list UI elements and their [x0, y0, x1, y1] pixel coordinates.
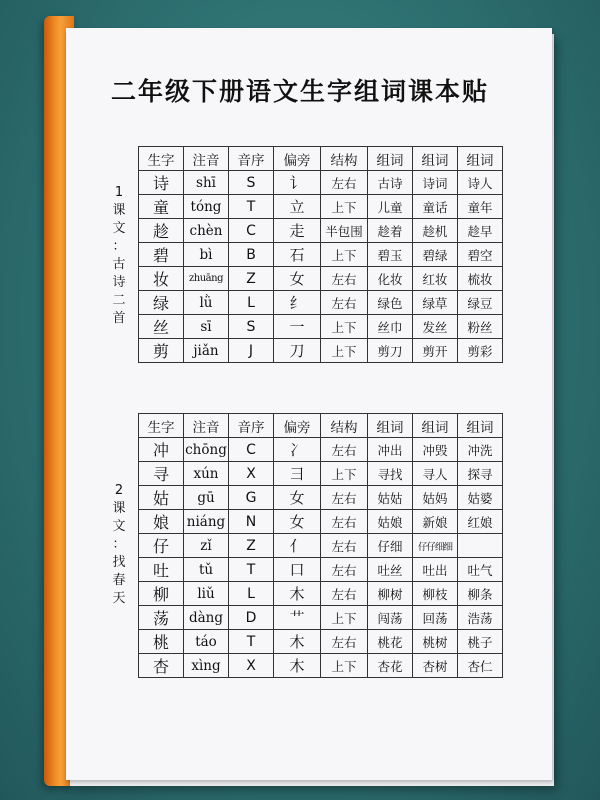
- cell-pinyin: bì: [184, 243, 229, 267]
- cell-word-3: 粉丝: [458, 315, 503, 339]
- cell-initial: D: [229, 606, 274, 630]
- cell-word-1: 姑娘: [368, 510, 413, 534]
- cell-word-3: 梳妆: [458, 267, 503, 291]
- cell-char: 绿: [139, 291, 184, 315]
- cell-initial: L: [229, 582, 274, 606]
- cell-word-3: [458, 534, 503, 558]
- header-char: 生字: [139, 147, 184, 171]
- cell-pinyin: jiǎn: [184, 339, 229, 363]
- cell-structure: 上下: [321, 315, 368, 339]
- cell-char: 诗: [139, 171, 184, 195]
- header-char: 生字: [139, 414, 184, 438]
- cell-radical: 女: [274, 486, 321, 510]
- cell-word-3: 冲洗: [458, 438, 503, 462]
- lesson-2-table: [138, 413, 503, 678]
- cell-pinyin: chèn: [184, 219, 229, 243]
- cell-radical: 刀: [274, 339, 321, 363]
- cell-structure: 左右: [321, 630, 368, 654]
- header-radical: 偏旁: [274, 414, 321, 438]
- cell-word-1: 杏花: [368, 654, 413, 678]
- cell-initial: T: [229, 195, 274, 219]
- lesson-label-char: 首: [112, 311, 126, 326]
- cell-initial: G: [229, 486, 274, 510]
- cell-pinyin: dàng: [184, 606, 229, 630]
- cell-radical: 艹: [274, 606, 321, 630]
- cell-word-1: 寻找: [368, 462, 413, 486]
- lesson-label-char: 2: [114, 483, 124, 498]
- cell-char: 碧: [139, 243, 184, 267]
- table-row: [139, 534, 503, 558]
- lesson-label-char: 诗: [112, 275, 126, 290]
- lesson-label-char: 课: [112, 203, 126, 218]
- table-row: [139, 219, 503, 243]
- cell-word-1: 柳树: [368, 582, 413, 606]
- lesson-label-char: ：: [112, 537, 126, 552]
- cell-char: 剪: [139, 339, 184, 363]
- cell-radical: 彐: [274, 462, 321, 486]
- cell-pinyin: táo: [184, 630, 229, 654]
- cell-radical: 走: [274, 219, 321, 243]
- cell-char: 寻: [139, 462, 184, 486]
- cell-char: 杏: [139, 654, 184, 678]
- cell-pinyin: tǔ: [184, 558, 229, 582]
- cell-word-2: 吐出: [413, 558, 458, 582]
- cell-initial: T: [229, 630, 274, 654]
- cell-char: 吐: [139, 558, 184, 582]
- cell-radical: 石: [274, 243, 321, 267]
- header-word-1: 组词: [368, 147, 413, 171]
- cell-word-3: 碧空: [458, 243, 503, 267]
- lesson-label-char: 找: [112, 555, 126, 570]
- cell-pinyin: chōng: [184, 438, 229, 462]
- lesson-label-char: 春: [112, 573, 126, 588]
- cell-word-3: 诗人: [458, 171, 503, 195]
- cell-radical: 口: [274, 558, 321, 582]
- cell-initial: X: [229, 462, 274, 486]
- cell-word-2: 发丝: [413, 315, 458, 339]
- cell-char: 趁: [139, 219, 184, 243]
- table-row: [139, 582, 503, 606]
- cell-char: 柳: [139, 582, 184, 606]
- cell-word-3: 趁早: [458, 219, 503, 243]
- cell-word-2: 趁机: [413, 219, 458, 243]
- cell-initial: S: [229, 171, 274, 195]
- lesson-label-char: 古: [112, 257, 126, 272]
- cell-pinyin: gū: [184, 486, 229, 510]
- header-pinyin: 注音: [184, 414, 229, 438]
- cell-char: 娘: [139, 510, 184, 534]
- cell-initial: X: [229, 654, 274, 678]
- table-row: [139, 486, 503, 510]
- cell-word-3: 柳条: [458, 582, 503, 606]
- cell-radical: 女: [274, 510, 321, 534]
- cell-initial: Z: [229, 267, 274, 291]
- lesson-label-char: 文: [112, 519, 126, 534]
- cell-word-1: 绿色: [368, 291, 413, 315]
- cell-word-2: 绿草: [413, 291, 458, 315]
- header-row: [139, 147, 503, 171]
- cell-radical: 木: [274, 582, 321, 606]
- cell-structure: 左右: [321, 171, 368, 195]
- header-word-3: 组词: [458, 147, 503, 171]
- table-row: [139, 267, 503, 291]
- cell-initial: T: [229, 558, 274, 582]
- lesson-label-char: 二: [112, 293, 126, 308]
- cell-word-3: 桃子: [458, 630, 503, 654]
- cell-word-3: 童年: [458, 195, 503, 219]
- lesson-label-char: 课: [112, 501, 126, 516]
- cell-word-2: 剪开: [413, 339, 458, 363]
- header-row: [139, 414, 503, 438]
- cell-structure: 上下: [321, 339, 368, 363]
- table-row: [139, 339, 503, 363]
- cell-structure: 左右: [321, 267, 368, 291]
- table-row: [139, 558, 503, 582]
- cell-word-2: 新娘: [413, 510, 458, 534]
- cell-pinyin: sī: [184, 315, 229, 339]
- cell-pinyin: xún: [184, 462, 229, 486]
- header-structure: 结构: [321, 414, 368, 438]
- page-title: 二年级下册语文生字组词课本贴: [110, 77, 489, 106]
- header-word-1: 组词: [368, 414, 413, 438]
- table-row: [139, 462, 503, 486]
- cell-structure: 左右: [321, 486, 368, 510]
- cell-word-3: 红娘: [458, 510, 503, 534]
- cell-char: 桃: [139, 630, 184, 654]
- cell-char: 仔: [139, 534, 184, 558]
- cell-pinyin: liǔ: [184, 582, 229, 606]
- cell-structure: 上下: [321, 462, 368, 486]
- cell-pinyin: tóng: [184, 195, 229, 219]
- table-row: [139, 315, 503, 339]
- cell-word-1: 冲出: [368, 438, 413, 462]
- cell-word-3: 吐气: [458, 558, 503, 582]
- cell-initial: J: [229, 339, 274, 363]
- lesson-2-label: [108, 482, 130, 608]
- cell-word-1: 剪刀: [368, 339, 413, 363]
- cell-word-2: 冲毁: [413, 438, 458, 462]
- table-row: [139, 195, 503, 219]
- cell-word-1: 姑姑: [368, 486, 413, 510]
- cell-radical: 冫: [274, 438, 321, 462]
- header-word-2: 组词: [413, 147, 458, 171]
- cell-word-2: 桃树: [413, 630, 458, 654]
- cell-pinyin: zǐ: [184, 534, 229, 558]
- cell-word-1: 仔细: [368, 534, 413, 558]
- cell-word-1: 化妆: [368, 267, 413, 291]
- cell-word-2: 红妆: [413, 267, 458, 291]
- cell-structure: 左右: [321, 582, 368, 606]
- table-row: [139, 291, 503, 315]
- cell-word-2: 仔仔细细: [413, 534, 458, 558]
- cell-word-1: 趁着: [368, 219, 413, 243]
- cell-word-2: 杏树: [413, 654, 458, 678]
- table-row: [139, 606, 503, 630]
- cell-word-2: 寻人: [413, 462, 458, 486]
- table-row: [139, 510, 503, 534]
- header-word-3: 组词: [458, 414, 503, 438]
- cell-pinyin: zhuāng: [184, 267, 229, 291]
- cell-radical: 一: [274, 315, 321, 339]
- cell-word-3: 探寻: [458, 462, 503, 486]
- header-word-2: 组词: [413, 414, 458, 438]
- lesson-1-label: [108, 184, 130, 328]
- cell-structure: 左右: [321, 510, 368, 534]
- cell-initial: L: [229, 291, 274, 315]
- cell-word-1: 吐丝: [368, 558, 413, 582]
- lesson-label-char: ：: [112, 239, 126, 254]
- cell-pinyin: niáng: [184, 510, 229, 534]
- cell-word-1: 古诗: [368, 171, 413, 195]
- cell-word-2: 碧绿: [413, 243, 458, 267]
- cell-radical: 立: [274, 195, 321, 219]
- header-pinyin: 注音: [184, 147, 229, 171]
- lesson-1-table: [138, 146, 503, 363]
- cell-structure: 上下: [321, 195, 368, 219]
- header-initial: 音序: [229, 414, 274, 438]
- cell-radical: 纟: [274, 291, 321, 315]
- cell-radical: 女: [274, 267, 321, 291]
- cell-initial: C: [229, 219, 274, 243]
- cell-char: 荡: [139, 606, 184, 630]
- cell-structure: 上下: [321, 654, 368, 678]
- cell-word-2: 柳枝: [413, 582, 458, 606]
- cell-initial: Z: [229, 534, 274, 558]
- lesson-label-char: 天: [112, 591, 126, 606]
- cell-word-3: 浩荡: [458, 606, 503, 630]
- cell-pinyin: lǜ: [184, 291, 229, 315]
- cell-char: 妆: [139, 267, 184, 291]
- cell-structure: 左右: [321, 291, 368, 315]
- cell-word-1: 丝巾: [368, 315, 413, 339]
- cell-char: 冲: [139, 438, 184, 462]
- cell-structure: 左右: [321, 438, 368, 462]
- cell-radical: 亻: [274, 534, 321, 558]
- cell-radical: 木: [274, 654, 321, 678]
- cell-word-3: 剪彩: [458, 339, 503, 363]
- cell-initial: S: [229, 315, 274, 339]
- cell-structure: 半包围: [321, 219, 368, 243]
- cell-word-3: 绿豆: [458, 291, 503, 315]
- table-row: [139, 630, 503, 654]
- cell-char: 童: [139, 195, 184, 219]
- cell-structure: 上下: [321, 243, 368, 267]
- cell-radical: 讠: [274, 171, 321, 195]
- cell-char: 姑: [139, 486, 184, 510]
- cell-char: 丝: [139, 315, 184, 339]
- cell-word-3: 杏仁: [458, 654, 503, 678]
- cell-word-2: 姑妈: [413, 486, 458, 510]
- lesson-label-char: 文: [112, 221, 126, 236]
- cell-structure: 左右: [321, 534, 368, 558]
- cell-word-3: 姑婆: [458, 486, 503, 510]
- header-radical: 偏旁: [274, 147, 321, 171]
- cell-word-2: 诗词: [413, 171, 458, 195]
- cell-word-2: 回荡: [413, 606, 458, 630]
- cell-structure: 左右: [321, 558, 368, 582]
- header-initial: 音序: [229, 147, 274, 171]
- cell-structure: 上下: [321, 606, 368, 630]
- lesson-label-char: 1: [114, 185, 124, 200]
- cell-word-1: 桃花: [368, 630, 413, 654]
- table-row: [139, 171, 503, 195]
- header-structure: 结构: [321, 147, 368, 171]
- cell-word-2: 童话: [413, 195, 458, 219]
- cell-initial: N: [229, 510, 274, 534]
- cell-radical: 木: [274, 630, 321, 654]
- table-row: [139, 243, 503, 267]
- cell-pinyin: shī: [184, 171, 229, 195]
- cell-word-1: 碧玉: [368, 243, 413, 267]
- cell-word-1: 闯荡: [368, 606, 413, 630]
- cell-initial: C: [229, 438, 274, 462]
- table-row: [139, 654, 503, 678]
- cell-word-1: 儿童: [368, 195, 413, 219]
- cell-pinyin: xìng: [184, 654, 229, 678]
- cell-initial: B: [229, 243, 274, 267]
- table-row: [139, 438, 503, 462]
